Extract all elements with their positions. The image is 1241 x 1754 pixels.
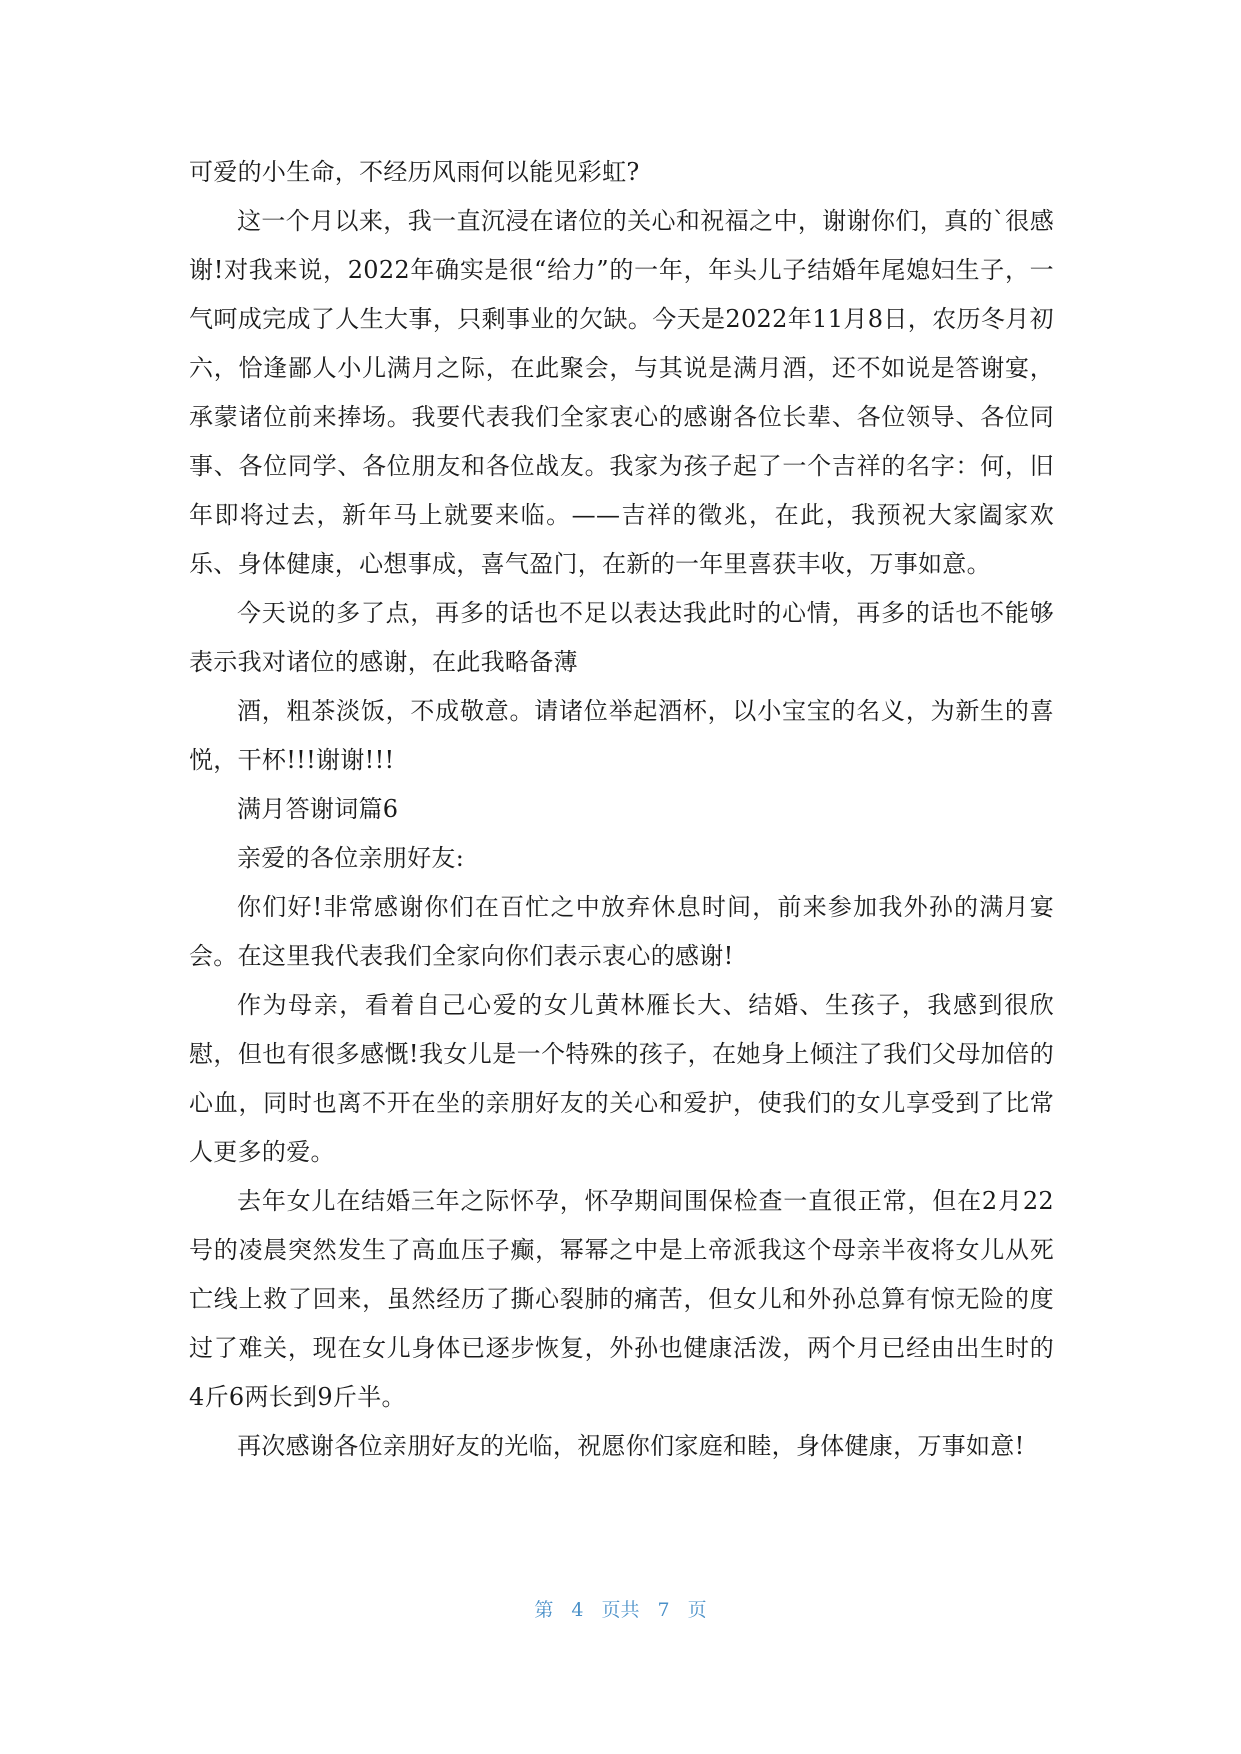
document-body [189, 148, 1054, 1471]
footer-prefix: 第 [534, 1599, 554, 1621]
paragraph-9: 去年女儿在结婚三年之际怀孕，怀孕期间围保检查一直很正常，但在2月22号的凌晨突然发生了高血压子癫，幂幂之中是上帝派我这个母亲半夜将女儿从死亡线上救了回来，虽然经历了撕心裂肺的痛苦，但女儿和外孙总算有惊无险的度过了难关，现在女儿身体已逐步恢复，外孙也健康活泼，两个月已经由出生时的4斤6两长到9斤半。 [189, 1187, 1054, 1411]
total-pages-number: 7 [657, 1599, 670, 1621]
footer-mid: 页共 [601, 1599, 640, 1621]
paragraph-4: 酒，粗茶淡饭，不成敬意。请诸位举起酒杯，以小宝宝的名义，为新生的喜悦，干杯!!!谢谢!!! [189, 697, 1054, 774]
paragraph-2: 这一个月以来，我一直沉浸在诸位的关心和祝福之中，谢谢你们，真的`很感谢!对我来说，2022年确实是很“给力”的一年，年头儿子结婚年尾媳妇生子，一气呵成完成了人生大事，只剩事业的欠缺。今天是2022年11月8日，农历冬月初六，恰逢鄙人小儿满月之际，在此聚会，与其说是满月酒，还不如说是答谢宴，承蒙诸位前来捧场。我要代表我们全家衷心的感谢各位长辈、各位领导、各位同事、各位同学、各位朋友和各位战友。我家为孩子起了一个吉祥的名字：何，旧年即将过去，新年马上就要来临。——吉祥的徵兆，在此，我预祝大家阖家欢乐、身体健康，心想事成，喜气盈门，在新的一年里喜获丰收，万事如意。 [189, 207, 1054, 578]
paragraph-8: 作为母亲，看着自己心爱的女儿黄林雁长大、结婚、生孩子，我感到很欣慰，但也有很多感慨!我女儿是一个特殊的孩子，在她身上倾注了我们父母加倍的心血，同时也离不开在坐的亲朋好友的关心和爱护，使我们的女儿享受到了比常人更多的爱。 [189, 991, 1054, 1166]
section-heading: 满月答谢词篇6 [237, 795, 399, 823]
paragraph-10: 再次感谢各位亲朋好友的光临，祝愿你们家庭和睦，身体健康，万事如意! [237, 1432, 1025, 1460]
paragraph-7: 你们好!非常感谢你们在百忙之中放弃休息时间，前来参加我外孙的满月宴会。在这里我代表我们全家向你们表示衷心的感谢! [189, 893, 1054, 970]
current-page-number: 4 [571, 1599, 584, 1621]
footer-suffix: 页 [687, 1599, 707, 1621]
paragraph-3: 今天说的多了点，再多的话也不足以表达我此时的心情，再多的话也不能够表示我对诸位的感谢，在此我略备薄 [189, 599, 1054, 676]
salutation: 亲爱的各位亲朋好友: [237, 844, 465, 872]
page-footer [0, 1595, 1241, 1622]
paragraph-1: 可爱的小生命，不经历风雨何以能见彩虹? [189, 158, 640, 186]
